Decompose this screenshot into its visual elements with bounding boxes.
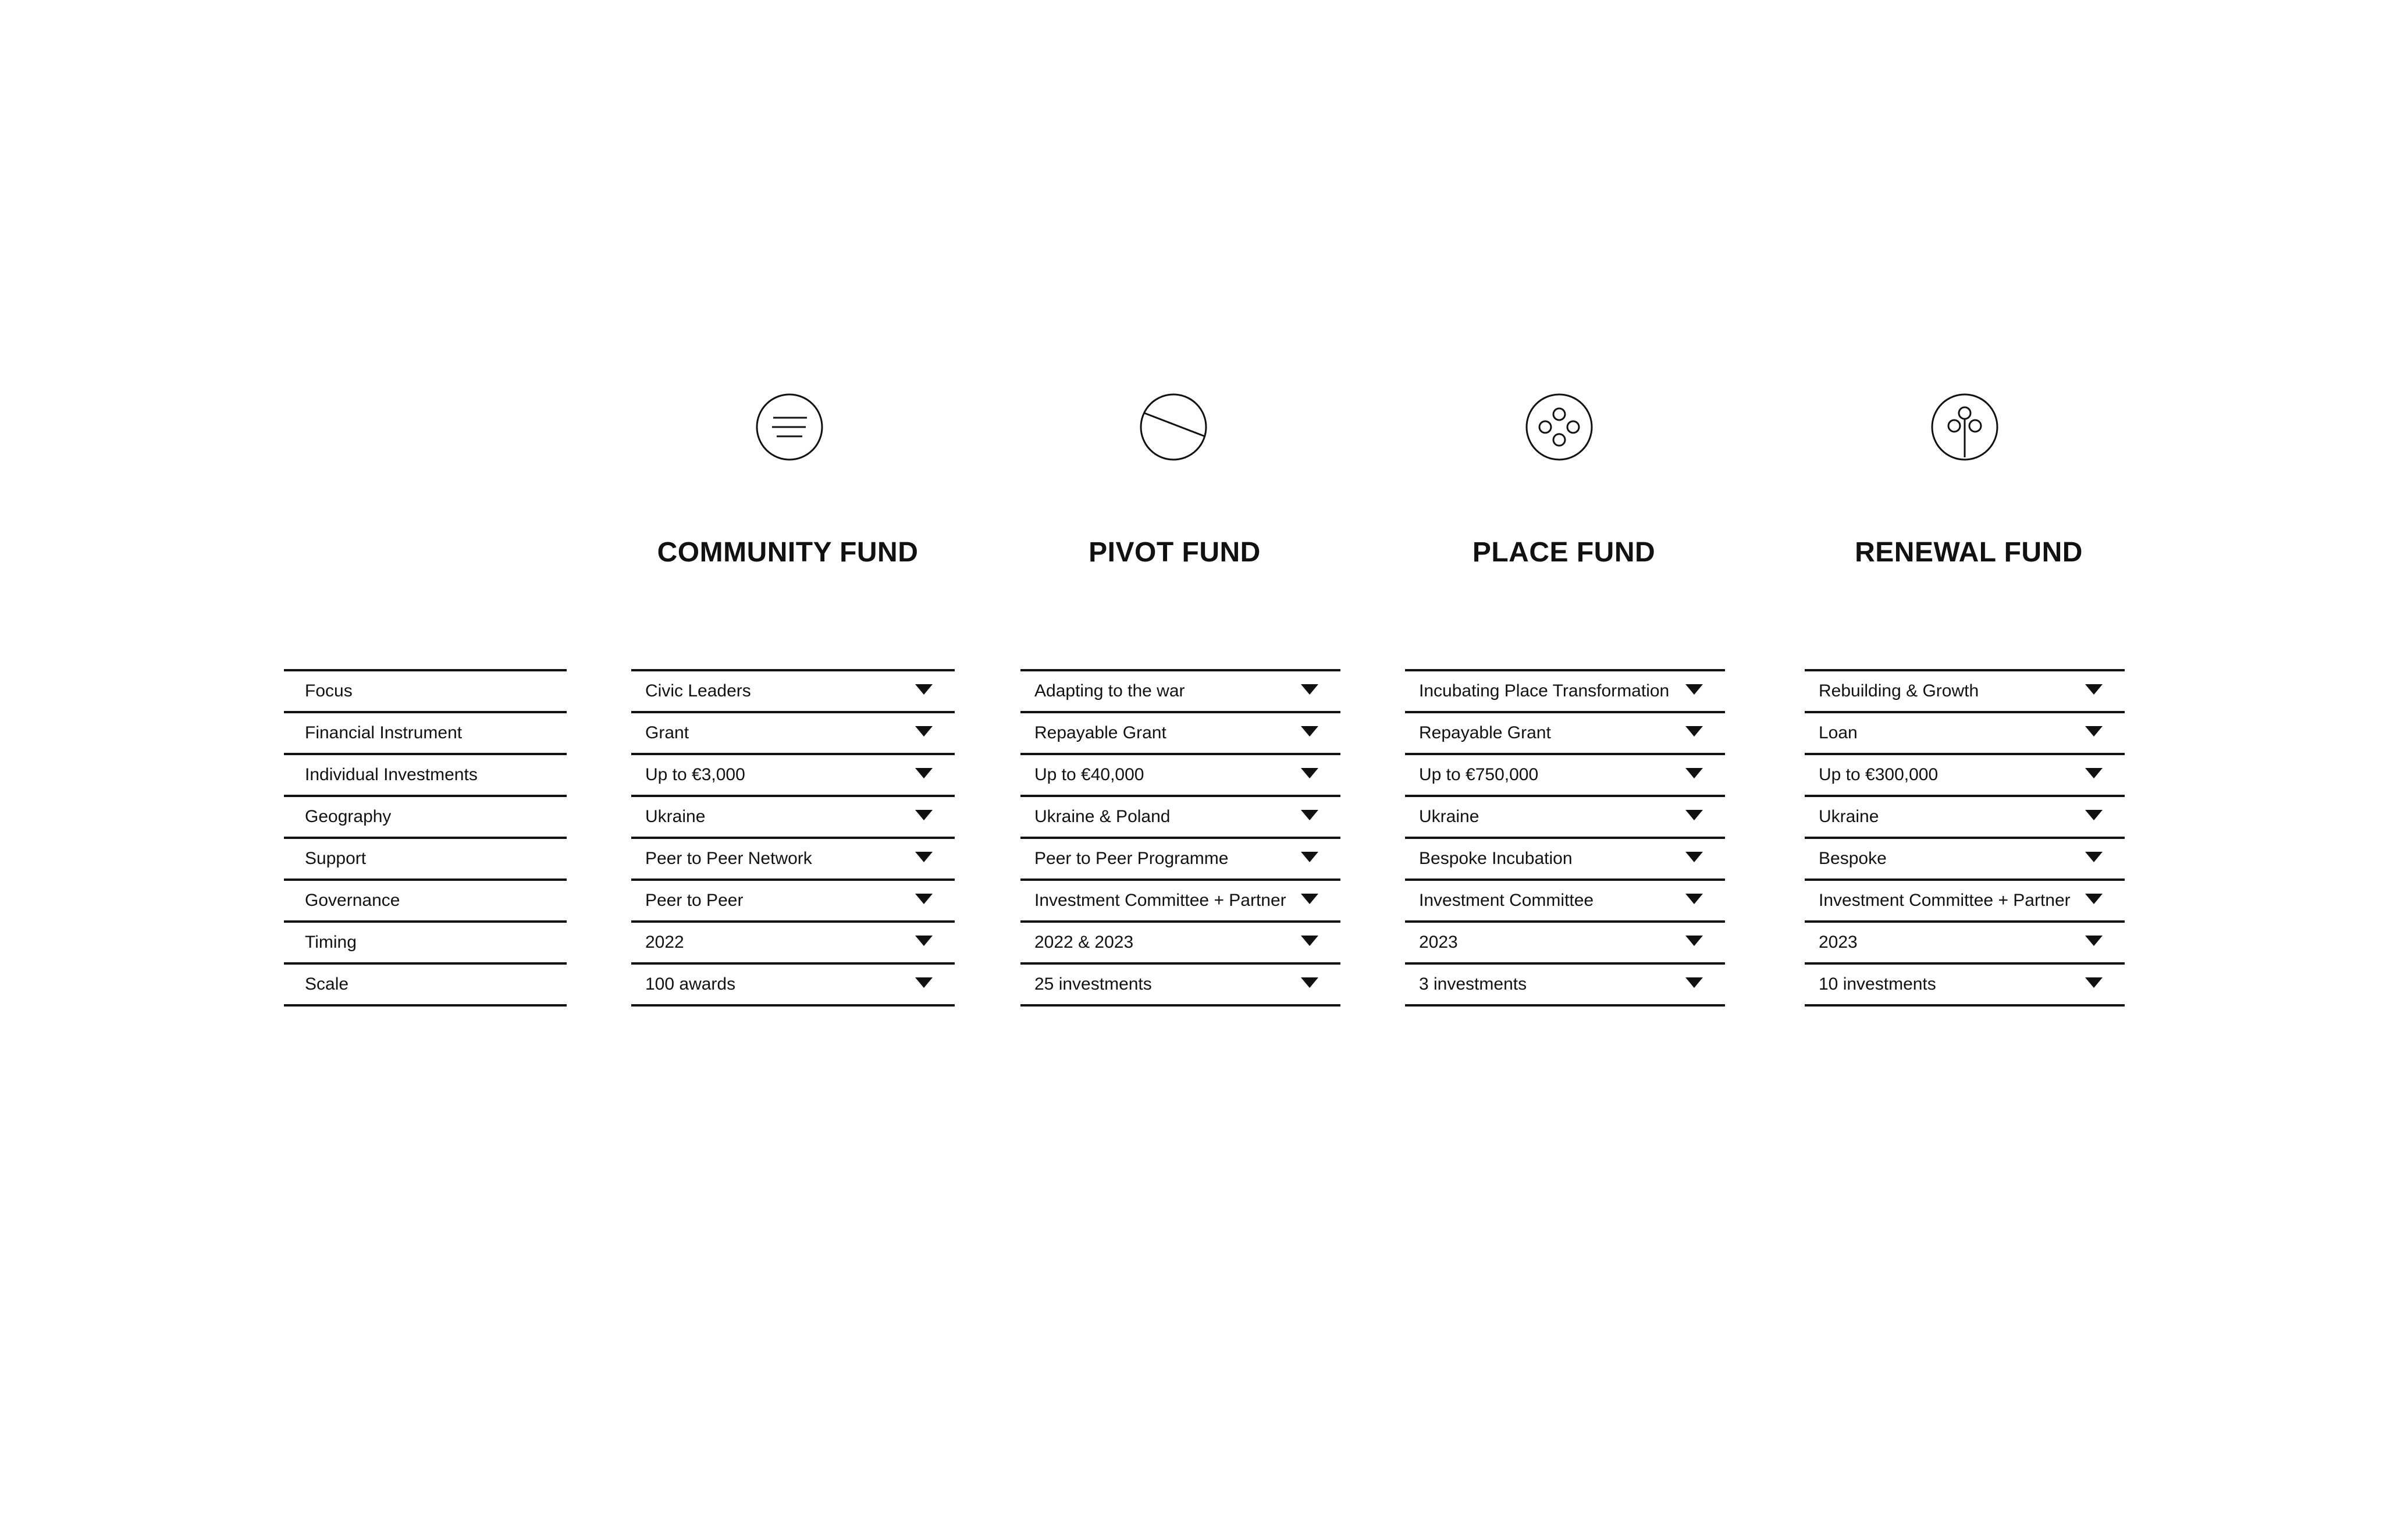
dropdown-value: Peer to Peer	[645, 891, 744, 910]
dropdown-value: 2023	[1419, 933, 1458, 952]
renewal-geography-dropdown[interactable]	[1805, 795, 2125, 837]
renewal-financial-instrument-dropdown[interactable]	[1805, 711, 2125, 753]
dropdown-value: 25 investments	[1034, 974, 1152, 994]
dropdown-value: Up to €40,000	[1034, 765, 1144, 784]
dropdown-value: Rebuilding & Growth	[1819, 681, 1979, 700]
chevron-down-icon[interactable]	[915, 852, 933, 862]
slash-circle-icon	[1139, 392, 1208, 462]
pivot-timing-dropdown[interactable]	[1020, 920, 1340, 962]
dropdown-value: 100 awards	[645, 974, 736, 994]
place-financial-instrument-dropdown[interactable]	[1405, 711, 1725, 753]
dropdown-value: Civic Leaders	[645, 681, 751, 700]
dropdown-value: Repayable Grant	[1034, 723, 1166, 742]
dropdown-value: Repayable Grant	[1419, 723, 1551, 742]
dropdown-value: 10 investments	[1819, 974, 1936, 994]
dropdown-value: Investment Committee	[1419, 891, 1594, 910]
row-label-timing: Timing	[284, 920, 567, 962]
chevron-down-icon[interactable]	[1301, 684, 1318, 695]
pivot-geography-dropdown[interactable]	[1020, 795, 1340, 837]
dropdown-value: Investment Committee + Partner	[1034, 891, 1286, 910]
dropdown-value: 3 investments	[1419, 974, 1527, 994]
dropdown-value: 2023	[1819, 933, 1858, 952]
dropdown-value: Loan	[1819, 723, 1858, 742]
chevron-down-icon[interactable]	[915, 894, 933, 904]
dropdown-value: Ukraine & Poland	[1034, 807, 1171, 826]
pivot-individual-investments-dropdown[interactable]	[1020, 753, 1340, 795]
tree-circle-icon	[1930, 392, 2000, 462]
chevron-down-icon[interactable]	[1301, 768, 1318, 778]
renewal-scale-dropdown[interactable]	[1805, 962, 2125, 1006]
chevron-down-icon[interactable]	[1301, 894, 1318, 904]
dropdown-value: Incubating Place Transformation	[1419, 681, 1670, 700]
chevron-down-icon[interactable]	[2085, 726, 2103, 737]
dropdown-value: Bespoke Incubation	[1419, 849, 1573, 868]
dropdown-value: Adapting to the war	[1034, 681, 1185, 700]
chevron-down-icon[interactable]	[2085, 977, 2103, 988]
community-geography-dropdown[interactable]	[631, 795, 955, 837]
renewal-fund-title: RENEWAL FUND	[1855, 537, 2083, 568]
place-timing-dropdown[interactable]	[1405, 920, 1725, 962]
dropdown-value: Up to €750,000	[1419, 765, 1539, 784]
chevron-down-icon[interactable]	[1685, 936, 1703, 946]
chevron-down-icon[interactable]	[2085, 852, 2103, 862]
chevron-down-icon[interactable]	[1301, 936, 1318, 946]
chevron-down-icon[interactable]	[915, 977, 933, 988]
dropdown-value: 2022 & 2023	[1034, 933, 1134, 952]
dropdown-value: Ukraine	[645, 807, 706, 826]
chevron-down-icon[interactable]	[915, 810, 933, 820]
chevron-down-icon[interactable]	[1685, 726, 1703, 737]
chevron-down-icon[interactable]	[915, 726, 933, 737]
pivot-support-dropdown[interactable]	[1020, 837, 1340, 879]
community-fund-column	[631, 669, 955, 1006]
pivot-fund-title: PIVOT FUND	[1089, 537, 1261, 568]
pivot-scale-dropdown[interactable]	[1020, 962, 1340, 1006]
place-geography-dropdown[interactable]	[1405, 795, 1725, 837]
dropdown-value: 2022	[645, 933, 684, 952]
dropdown-value: Ukraine	[1819, 807, 1879, 826]
chevron-down-icon[interactable]	[2085, 684, 2103, 695]
place-scale-dropdown[interactable]	[1405, 962, 1725, 1006]
chevron-down-icon[interactable]	[1685, 852, 1703, 862]
chevron-down-icon[interactable]	[1301, 810, 1318, 820]
place-support-dropdown[interactable]	[1405, 837, 1725, 879]
chevron-down-icon[interactable]	[915, 684, 933, 695]
pivot-focus-dropdown[interactable]	[1020, 669, 1340, 711]
dropdown-value: Investment Committee + Partner	[1819, 891, 2071, 910]
renewal-focus-dropdown[interactable]	[1805, 669, 2125, 711]
chevron-down-icon[interactable]	[1685, 894, 1703, 904]
community-individual-investments-dropdown[interactable]	[631, 753, 955, 795]
row-label-focus: Focus	[284, 669, 567, 711]
renewal-fund-column	[1805, 669, 2125, 1006]
dropdown-value: Bespoke	[1819, 849, 1887, 868]
community-scale-dropdown[interactable]	[631, 962, 955, 1006]
place-fund-column	[1405, 669, 1725, 1006]
chevron-down-icon[interactable]	[915, 768, 933, 778]
chevron-down-icon[interactable]	[1685, 977, 1703, 988]
pivot-governance-dropdown[interactable]	[1020, 879, 1340, 920]
chevron-down-icon[interactable]	[2085, 936, 2103, 946]
chevron-down-icon[interactable]	[1685, 768, 1703, 778]
row-labels	[284, 669, 567, 1006]
chevron-down-icon[interactable]	[915, 936, 933, 946]
dots-circle-icon	[1524, 392, 1594, 462]
chevron-down-icon[interactable]	[2085, 894, 2103, 904]
row-label-scale: Scale	[284, 962, 567, 1006]
place-fund-title: PLACE FUND	[1472, 537, 1656, 568]
dropdown-value: Up to €3,000	[645, 765, 745, 784]
row-label-governance: Governance	[284, 879, 567, 920]
chevron-down-icon[interactable]	[1301, 852, 1318, 862]
dropdown-value: Up to €300,000	[1819, 765, 1939, 784]
row-label-geography: Geography	[284, 795, 567, 837]
place-individual-investments-dropdown[interactable]	[1405, 753, 1725, 795]
community-focus-dropdown[interactable]	[631, 669, 955, 711]
chevron-down-icon[interactable]	[1301, 726, 1318, 737]
renewal-support-dropdown[interactable]	[1805, 837, 2125, 879]
community-financial-instrument-dropdown[interactable]	[631, 711, 955, 753]
community-governance-dropdown[interactable]	[631, 879, 955, 920]
place-focus-dropdown[interactable]	[1405, 669, 1725, 711]
lines-circle-icon	[755, 392, 824, 462]
row-label-individual-investments: Individual Investments	[284, 753, 567, 795]
renewal-governance-dropdown[interactable]	[1805, 879, 2125, 920]
dropdown-value: Grant	[645, 723, 689, 742]
dropdown-value: Peer to Peer Programme	[1034, 849, 1229, 868]
community-fund-title: COMMUNITY FUND	[657, 537, 919, 568]
renewal-timing-dropdown[interactable]	[1805, 920, 2125, 962]
renewal-individual-investments-dropdown[interactable]	[1805, 753, 2125, 795]
chevron-down-icon[interactable]	[1685, 684, 1703, 695]
dropdown-value: Ukraine	[1419, 807, 1479, 826]
pivot-fund-column	[1020, 669, 1340, 1006]
row-label-support: Support	[284, 837, 567, 879]
community-support-dropdown[interactable]	[631, 837, 955, 879]
place-governance-dropdown[interactable]	[1405, 879, 1725, 920]
dropdown-value: Peer to Peer Network	[645, 849, 812, 868]
pivot-financial-instrument-dropdown[interactable]	[1020, 711, 1340, 753]
chevron-down-icon[interactable]	[2085, 768, 2103, 778]
community-timing-dropdown[interactable]	[631, 920, 955, 962]
chevron-down-icon[interactable]	[2085, 810, 2103, 820]
chevron-down-icon[interactable]	[1301, 977, 1318, 988]
chevron-down-icon[interactable]	[1685, 810, 1703, 820]
row-label-financial-instrument: Financial Instrument	[284, 711, 567, 753]
